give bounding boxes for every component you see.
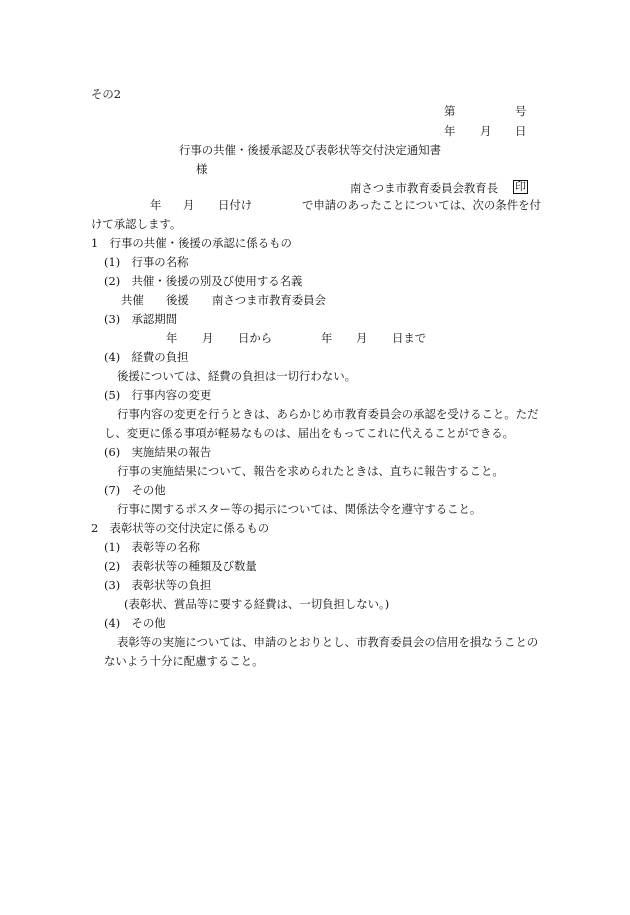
period-year-2: 年 xyxy=(321,331,333,345)
section1-item2-kyousai: 共催 xyxy=(121,293,144,307)
section1-item4: (4) 経費の負担 xyxy=(104,350,189,364)
period-year-1: 年 xyxy=(166,331,178,345)
date-year: 年 xyxy=(444,124,456,138)
section2-item3: (3) 表彰状等の負担 xyxy=(104,578,212,592)
document-title: 行事の共催・後援承認及び表彰状等交付決定通知書 xyxy=(179,143,441,157)
section2-item3-text: (表彰状、賞品等に要する経費は、一切負担しない。) xyxy=(124,597,390,611)
intro-year: 年 xyxy=(150,198,162,212)
section2-item4-text-2: ないよう十分に配慮すること。 xyxy=(104,654,264,668)
form-number: その2 xyxy=(91,87,122,101)
intro-text-2: けて承認します。 xyxy=(91,217,182,231)
section1-item5-text-2: し、変更に係る事項が軽易なものは、届出をもってこれに代えることができる。 xyxy=(104,426,515,440)
seal-box: 印 xyxy=(515,180,526,193)
section1-title: 1 行事の共催・後援の承認に係るもの xyxy=(91,236,292,250)
section1-item2-kouen: 後援 xyxy=(166,293,189,307)
number-suffix: 号 xyxy=(515,104,527,118)
section2-item4: (4) その他 xyxy=(104,616,166,630)
intro-text-1: で申請のあったことについては、次の条件を付 xyxy=(302,198,541,212)
period-month-2: 月 xyxy=(356,331,368,345)
section1-item2: (2) 共催・後援の別及び使用する名義 xyxy=(104,274,303,288)
period-day-to: 日まで xyxy=(392,331,427,345)
section2-item1: (1) 表彰等の名称 xyxy=(104,540,200,554)
date-month: 月 xyxy=(480,124,492,138)
intro-month: 月 xyxy=(183,198,195,212)
section1-item5: (5) 行事内容の変更 xyxy=(104,388,212,402)
section1-item6-text: 行事の実施結果について、報告を求められたときは、直ちに報告すること。 xyxy=(117,464,504,478)
section2-item4-text-1: 表彰等の実施については、申請のとおりとし、市教育委員会の信用を損なうことの xyxy=(117,635,539,649)
section1-item7-text: 行事に関するポスター等の掲示については、関係法令を遵守すること。 xyxy=(117,502,482,516)
section1-item3: (3) 承認期間 xyxy=(104,312,178,326)
section1-item6: (6) 実施結果の報告 xyxy=(104,445,212,459)
addressee-suffix: 様 xyxy=(196,162,208,176)
section1-item2-name: 南さつま市教育委員会 xyxy=(212,293,326,307)
section1-item1: (1) 行事の名称 xyxy=(104,255,189,269)
period-day-from: 日から xyxy=(238,331,273,345)
section1-item7: (7) その他 xyxy=(104,483,166,497)
intro-day-dated: 日付け xyxy=(218,198,253,212)
section2-item2: (2) 表彰状等の種類及び数量 xyxy=(104,559,257,573)
section2-title: 2 表彰状等の交付決定に係るもの xyxy=(91,521,270,535)
number-prefix: 第 xyxy=(444,104,456,118)
period-month-1: 月 xyxy=(202,331,214,345)
section1-item4-text: 後援については、経費の負担は一切行わない。 xyxy=(117,369,356,383)
issuer: 南さつま市教育委員会教育長 xyxy=(350,181,499,195)
section1-item5-text-1: 行事内容の変更を行うときは、あらかじめ市教育委員会の承認を受けること。ただ xyxy=(117,407,539,421)
date-day: 日 xyxy=(515,124,527,138)
